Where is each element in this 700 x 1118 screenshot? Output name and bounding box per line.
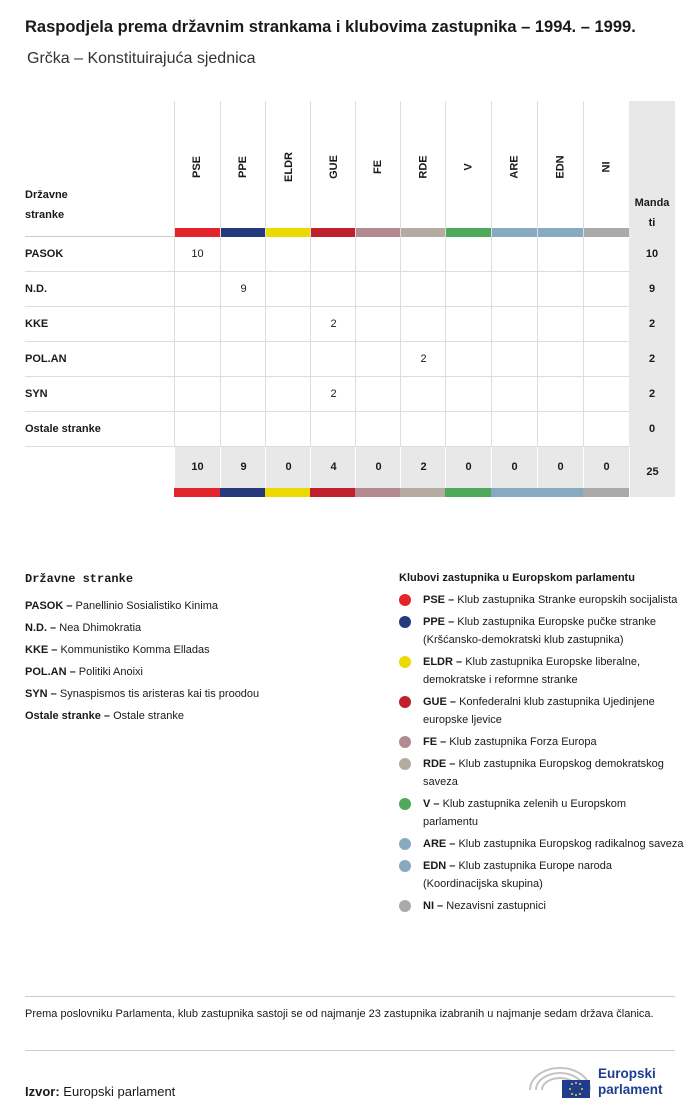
group-legend-code: PSE –: [423, 594, 455, 606]
group-legend-text: Klub zastupnika Europskog demokratskog saveza: [423, 758, 664, 788]
group-code: ELDR: [282, 152, 295, 182]
group-sum-color-bar: [583, 488, 629, 497]
grand-total: 25: [629, 447, 675, 497]
party-legend-code: N.D. –: [25, 622, 57, 634]
seat-cell: [537, 272, 583, 307]
group-color-swatch: [356, 228, 401, 237]
seat-cell: [355, 237, 401, 272]
seat-cell: [265, 412, 311, 447]
group-column-header: [310, 101, 356, 237]
group-legend-code: EDN –: [423, 860, 456, 872]
seat-cell: [400, 412, 446, 447]
group-color-swatch: [446, 228, 491, 237]
group-code-wrap: [492, 149, 537, 185]
group-legend-text: Klub zastupnika Stranke europskih socijalista: [457, 594, 678, 606]
party-legend-text: Kommunistiko Komma Elladas: [60, 644, 210, 656]
group-color-swatch: [266, 228, 311, 237]
group-sum-cell: 2: [400, 447, 446, 488]
seat-cell: [220, 342, 266, 377]
seat-cell: [445, 412, 491, 447]
party-legend-text: Nea Dhimokratia: [59, 622, 142, 634]
party-legend-item: [25, 683, 385, 705]
seat-cell: [310, 237, 356, 272]
seat-cell: 9: [220, 272, 266, 307]
seat-cell: [400, 377, 446, 412]
row-header-line-2: stranke: [25, 209, 65, 221]
group-legend-text: Nezavisni zastupnici: [446, 900, 546, 912]
seat-cell: [491, 307, 537, 342]
group-color-swatch: [175, 228, 220, 237]
total-header: [629, 101, 675, 237]
party-legend-item: [25, 595, 385, 617]
row-total: 0: [629, 412, 675, 447]
group-code-wrap: [401, 149, 446, 185]
group-sum-cell: 0: [583, 447, 629, 488]
group-sum-cell: 0: [355, 447, 401, 488]
seat-cell: [220, 237, 266, 272]
group-column-header: [491, 101, 537, 237]
seat-cell: [355, 307, 401, 342]
group-sum-color-bar: [445, 488, 491, 497]
group-sum-color-bar: [355, 488, 401, 497]
seat-cell: [445, 307, 491, 342]
divider-bottom: [25, 1050, 675, 1051]
group-sum-color-bar: [310, 488, 356, 497]
seat-cell: [310, 272, 356, 307]
seat-cell: [355, 412, 401, 447]
group-code: FE: [372, 159, 385, 175]
source-label: Izvor:: [25, 1084, 60, 1099]
group-color-dot-icon: [399, 798, 411, 810]
seat-cell: [355, 342, 401, 377]
party-legend: [25, 572, 385, 727]
group-color-dot-icon: [399, 758, 411, 770]
group-column-header: [174, 101, 220, 237]
row-total: 2: [629, 307, 675, 342]
distribution-table: [25, 101, 675, 497]
seat-cell: [265, 237, 311, 272]
group-code: EDN: [554, 155, 567, 179]
table-row: [25, 237, 675, 272]
seat-cell: 10: [174, 237, 220, 272]
table-row: [25, 342, 675, 377]
footnote: Prema poslovniku Parlamenta, klub zastupnika sastoji se od najmanje 23 zastupnika izabranih u najmanje sedam država članica.: [25, 1008, 654, 1020]
seat-cell: [310, 412, 356, 447]
seat-cell: [174, 377, 220, 412]
seat-cell: [491, 412, 537, 447]
seat-cell: [265, 377, 311, 412]
group-legend-item: [399, 733, 684, 751]
party-legend-item: [25, 617, 385, 639]
group-legend-code: PPE –: [423, 616, 455, 628]
seat-cell: [583, 412, 629, 447]
party-legend-code: POL.AN –: [25, 666, 76, 678]
seat-cell: 2: [310, 377, 356, 412]
group-sum-color-bar: [400, 488, 446, 497]
group-color-swatch: [538, 228, 583, 237]
table-row: [25, 307, 675, 342]
group-color-dot-icon: [399, 736, 411, 748]
source-text: Europski parlament: [63, 1084, 176, 1099]
group-legend-item: [399, 755, 684, 791]
group-code-wrap: [266, 149, 311, 185]
group-code-wrap: [356, 149, 401, 185]
group-sum-color-bar: [220, 488, 266, 497]
table-body: [25, 237, 675, 447]
group-code: GUE: [327, 155, 340, 179]
group-legend-text: Klub zastupnika Europske liberalne, demokratske i reformne stranke: [423, 656, 641, 686]
seat-cell: [583, 377, 629, 412]
seat-cell: [174, 342, 220, 377]
row-total: 2: [629, 342, 675, 377]
group-code-wrap: [446, 149, 491, 185]
seat-cell: [174, 307, 220, 342]
group-column-header: [445, 101, 491, 237]
party-legend-code: PASOK –: [25, 600, 73, 612]
seat-cell: [583, 237, 629, 272]
group-legend-text: Klub zastupnika Europske pučke stranke (Kršćansko-demokratski klub zastupnika): [423, 616, 656, 646]
seat-cell: [220, 412, 266, 447]
group-color-dot-icon: [399, 656, 411, 668]
group-legend-heading: Klubovi zastupnika u Europskom parlamentu: [399, 572, 635, 584]
group-color-swatch: [401, 228, 446, 237]
page-subtitle: Grčka – Konstituirajuća sjednica: [27, 50, 256, 67]
group-code-wrap: [538, 149, 583, 185]
party-name: PASOK: [25, 248, 64, 260]
group-color-dot-icon: [399, 696, 411, 708]
seat-cell: [445, 237, 491, 272]
group-code-wrap: [221, 149, 266, 185]
group-legend-code: ELDR –: [423, 656, 463, 668]
group-code: PPE: [237, 155, 250, 179]
group-code: RDE: [417, 155, 430, 179]
group-column-header: [355, 101, 401, 237]
group-legend-code: GUE –: [423, 696, 457, 708]
seat-cell: [445, 342, 491, 377]
sum-row: [25, 447, 675, 497]
seat-cell: [491, 272, 537, 307]
group-sum-cell: 10: [174, 447, 220, 488]
party-name: N.D.: [25, 283, 47, 295]
group-code-wrap: [584, 149, 629, 185]
seat-cell: [265, 307, 311, 342]
seat-cell: [400, 237, 446, 272]
total-header-line-2: ti: [648, 217, 656, 229]
seat-cell: [355, 272, 401, 307]
seat-cell: [220, 307, 266, 342]
seat-cell: [310, 342, 356, 377]
group-sum-cell: 4: [310, 447, 356, 488]
group-legend-code: RDE –: [423, 758, 456, 770]
seat-cell: [220, 377, 266, 412]
group-sum-cell: 0: [265, 447, 311, 488]
row-total: 2: [629, 377, 675, 412]
group-sum-color-bar: [174, 488, 220, 497]
seat-cell: [491, 377, 537, 412]
page-title: Raspodjela prema državnim strankama i klubovima zastupnika – 1994. – 1999.: [25, 18, 636, 36]
group-legend-text: Klub zastupnika Forza Europa: [449, 736, 597, 748]
group-legend: [399, 572, 684, 919]
seat-cell: [537, 412, 583, 447]
group-color-swatch: [311, 228, 356, 237]
seat-cell: [491, 237, 537, 272]
group-legend-code: NI –: [423, 900, 444, 912]
seat-cell: [445, 272, 491, 307]
seat-cell: [445, 377, 491, 412]
seat-cell: [400, 272, 446, 307]
row-total: 9: [629, 272, 675, 307]
group-code-wrap: [311, 149, 356, 185]
group-legend-item: [399, 591, 684, 609]
group-sum-color-bar: [265, 488, 311, 497]
group-color-dot-icon: [399, 900, 411, 912]
party-legend-text: Panellinio Sosialistiko Kinima: [75, 600, 219, 612]
group-legend-item: [399, 835, 684, 853]
group-color-dot-icon: [399, 838, 411, 850]
table-row: [25, 272, 675, 307]
group-column-header: [220, 101, 266, 237]
total-header-line-1: Manda: [634, 197, 670, 209]
party-legend-code: KKE –: [25, 644, 58, 656]
party-legend-item: [25, 661, 385, 683]
group-color-swatch: [584, 228, 629, 237]
seat-cell: [174, 272, 220, 307]
row-header-line-1: Državne: [25, 189, 68, 201]
party-legend-heading: Državne stranke: [25, 572, 134, 586]
source-line: [25, 1084, 175, 1099]
group-legend-item: [399, 857, 684, 893]
row-total: 10: [629, 237, 675, 272]
seat-cell: [583, 272, 629, 307]
group-sum-cell: 0: [491, 447, 537, 488]
party-name: KKE: [25, 318, 49, 330]
group-column-header: [583, 101, 629, 237]
group-sum-cell: 0: [537, 447, 583, 488]
party-legend-code: SYN –: [25, 688, 57, 700]
table-row: [25, 377, 675, 412]
group-legend-text: Klub zastupnika zelenih u Europskom parlamentu: [423, 798, 627, 828]
group-color-dot-icon: [399, 860, 411, 872]
group-color-dot-icon: [399, 594, 411, 606]
group-code: PSE: [191, 155, 204, 179]
group-color-swatch: [221, 228, 266, 237]
group-legend-code: V –: [423, 798, 440, 810]
party-legend-text: Ostale stranke: [113, 710, 184, 722]
party-name: POL.AN: [25, 353, 67, 365]
group-column-header: [265, 101, 311, 237]
group-legend-item: [399, 653, 684, 689]
seat-cell: [265, 272, 311, 307]
group-code: V: [462, 163, 475, 171]
row-header-label: [25, 185, 68, 225]
seat-cell: [583, 342, 629, 377]
group-legend-item: [399, 693, 684, 729]
seat-cell: [537, 377, 583, 412]
group-sum-color-bar: [537, 488, 583, 497]
hemicycle-icon: [528, 1060, 592, 1100]
ep-logo: [528, 1060, 678, 1100]
group-column-header: [537, 101, 583, 237]
seat-cell: [537, 237, 583, 272]
seat-cell: [400, 307, 446, 342]
party-name: Ostale stranke: [25, 423, 101, 435]
group-legend-text: Klub zastupnika Europe naroda (Koordinacijska skupina): [423, 860, 612, 890]
group-legend-text: Klub zastupnika Europskog radikalnog saveza: [458, 838, 684, 850]
logo-line-1: Europski: [598, 1066, 656, 1081]
group-sum-cell: 0: [445, 447, 491, 488]
party-legend-code: Ostale stranke –: [25, 710, 110, 722]
group-legend-text: Konfederalni klub zastupnika Ujedinjene europske ljevice: [423, 696, 655, 726]
seat-cell: 2: [310, 307, 356, 342]
group-color-swatch: [492, 228, 537, 237]
group-legend-code: FE –: [423, 736, 447, 748]
seat-cell: [491, 342, 537, 377]
group-code-wrap: [175, 149, 220, 185]
group-sum-color-bar: [491, 488, 537, 497]
group-legend-item: [399, 897, 684, 915]
group-code: ARE: [508, 155, 521, 179]
seat-cell: [265, 342, 311, 377]
divider-top: [25, 996, 675, 997]
seat-cell: 2: [400, 342, 446, 377]
group-legend-code: ARE –: [423, 838, 456, 850]
group-legend-item: [399, 613, 684, 649]
group-sum-cell: 9: [220, 447, 266, 488]
party-legend-text: Politiki Anoixi: [78, 666, 143, 678]
party-legend-item: [25, 639, 385, 661]
group-column-header: [400, 101, 446, 237]
seat-cell: [174, 412, 220, 447]
seat-cell: [537, 342, 583, 377]
logo-line-2: parlament: [598, 1082, 663, 1097]
group-color-dot-icon: [399, 616, 411, 628]
seat-cell: [583, 307, 629, 342]
seat-cell: [537, 307, 583, 342]
party-legend-item: [25, 705, 385, 727]
table-header: [25, 101, 675, 237]
seat-cell: [355, 377, 401, 412]
party-legend-text: Synaspismos tis aristeras kai tis proodou: [59, 688, 260, 700]
group-legend-item: [399, 795, 684, 831]
group-code: NI: [600, 161, 613, 173]
party-name: SYN: [25, 388, 48, 400]
table-row: [25, 412, 675, 447]
